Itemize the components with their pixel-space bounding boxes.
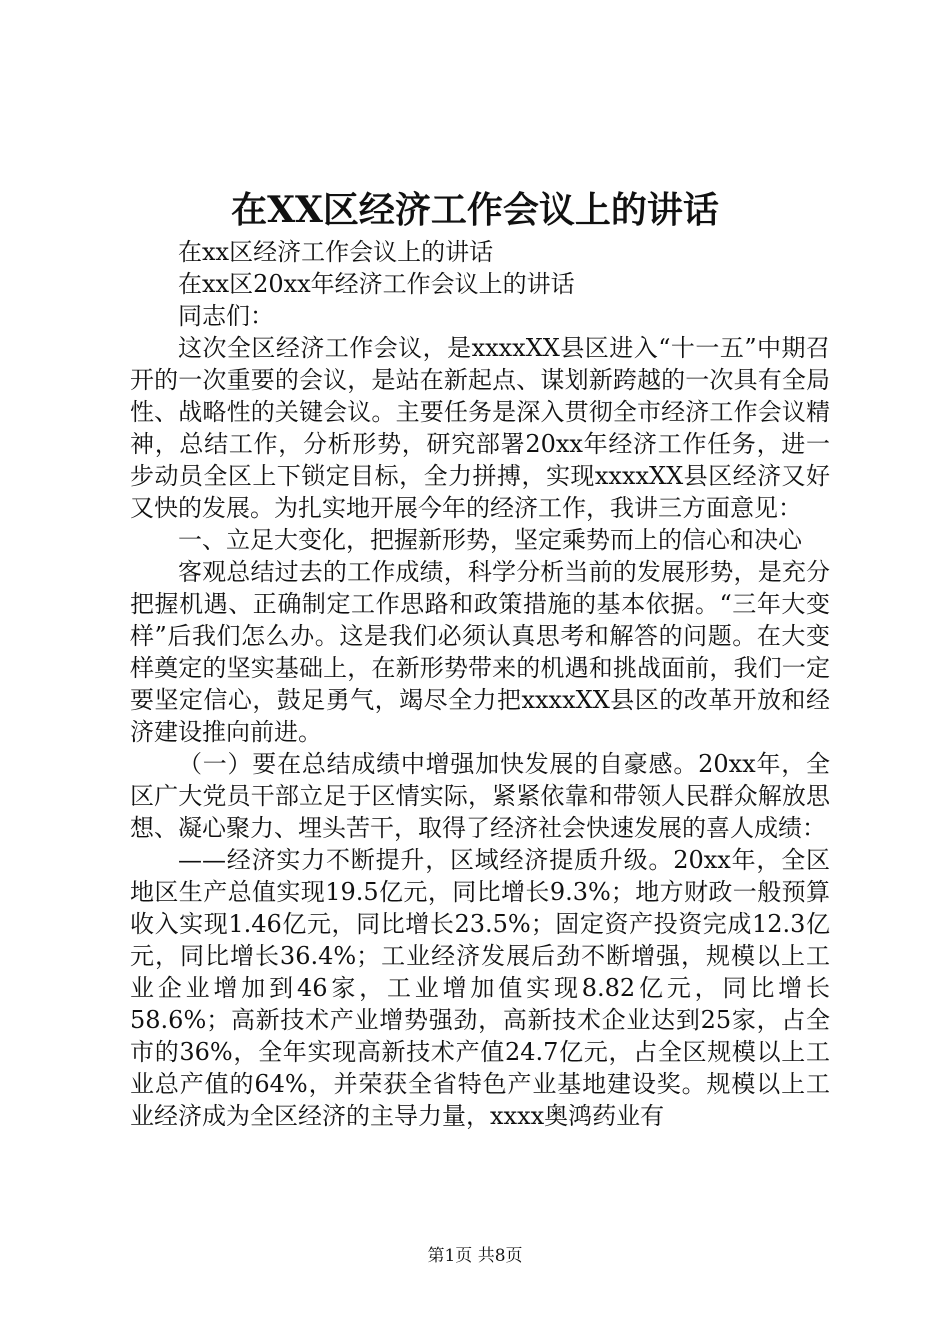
document-body — [130, 236, 830, 1132]
section-heading-1: 一、立足大变化，把握新形势，坚定乘势而上的信心和决心 — [178, 526, 802, 554]
salutation: 同志们： — [178, 302, 274, 330]
document-title: 在XX区经济工作会议上的讲话 — [231, 189, 719, 231]
paragraph-intro: 这次全区经济工作会议，是xxxxXX县区进入“十一五”中期召开的一次重要的会议，是站在新起点、谋划新跨越的一次具有全局性、战略性的关键会议。主要任务是深入贯彻全市经济工作会议精神，总结工作，分析形势，研究部署20xx年经济工作任务，进一步动员全区上下锁定目标，全力拼搏，实现xxxxXX县区经济又好又快的发展。为扎实地开展今年的经济工作，我讲三方面意见： — [130, 334, 830, 522]
page-number: 第1页 共8页 — [427, 1246, 523, 1266]
paragraph-economy: ——经济实力不断提升，区域经济提质升级。20xx年，全区地区生产总值实现19.5亿元，同比增长9.3%；地方财政一般预算收入实现1.46亿元，同比增长23.5%；固定资产投资完成12.3亿元，同比增长36.4%；工业经济发展后劲不断增强，规模以上工业企业增加到46家，工业增加值实现8.82亿元，同比增长58.6%；高新技术产业增势强劲，高新技术企业达到25家，占全市的36%，全年实现高新技术产值24.7亿元，占全区规模以上工业总产值的64%，并荣获全省特色产业基地建设奖。规模以上工业经济成为全区经济的主导力量，xxxx奥鸿药业有 — [130, 846, 830, 1130]
subtitle-line-2: 在xx区20xx年经济工作会议上的讲话 — [178, 270, 575, 298]
subtitle-line-1: 在xx区经济工作会议上的讲话 — [178, 238, 494, 266]
subsection-heading-1: （一）要在总结成绩中增强加快发展的自豪感。20xx年，全区广大党员干部立足于区情实际，紧紧依靠和带领人民群众解放思想、凝心聚力、埋头苦干，取得了经济社会快速发展的喜人成绩： — [130, 750, 830, 842]
paragraph-section-1: 客观总结过去的工作成绩，科学分析当前的发展形势，是充分把握机遇、正确制定工作思路和政策措施的基本依据。“三年大变样”后我们怎么办。这是我们必须认真思考和解答的问题。在大变样奠定的坚实基础上，在新形势带来的机遇和挑战面前，我们一定要坚定信心，鼓足勇气，竭尽全力把xxxxXX县区的改革开放和经济建设推向前进。 — [130, 558, 830, 746]
